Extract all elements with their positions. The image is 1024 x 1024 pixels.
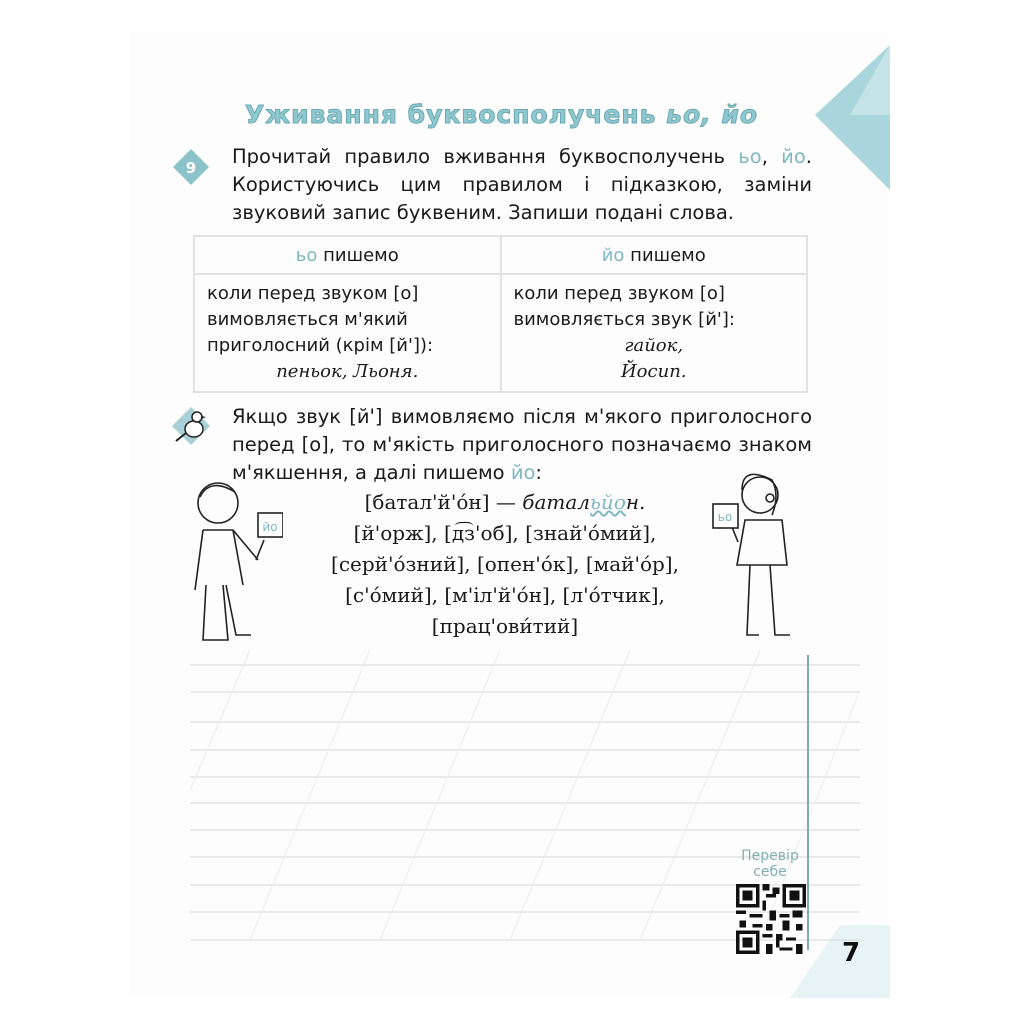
page-title: Уживання буквосполучень ьо, йо <box>245 100 759 129</box>
rules-header-2: йо пишемо <box>501 236 808 274</box>
word-line: [й'орж], [д͡з'об], [знай'о́мий], <box>353 521 657 545</box>
boy-illustration <box>188 475 283 645</box>
girl-illustration <box>710 470 810 650</box>
qr-code[interactable] <box>736 884 806 954</box>
example-line: [батал'й'о́н] — батальйон. <box>364 490 646 514</box>
rule-soft-sign: коли перед звуком [о] вимовляється м'який приголосний (крім [й']): пеньок, Льоня. <box>194 274 501 392</box>
rules-header-1: ьо пишемо <box>194 236 501 274</box>
svg-text:ьо: ьо <box>717 510 733 524</box>
task-number-badge <box>172 148 210 186</box>
bird-hint-icon <box>170 405 212 447</box>
rule-yi: коли перед звуком [о] вимовляється звук [й']: гайок, Йосип. <box>501 274 808 392</box>
task-instructions: Прочитай правило вживання буквосполучень ьо, йо. Користуючись цим правилом і підказкою, заміни звуковий запис буквеним. Запиши подані слова. <box>232 145 812 224</box>
word-line: [прац'ови́тий] <box>431 614 579 638</box>
self-check-label: Перевір себе <box>741 848 799 880</box>
svg-text:йо: йо <box>262 520 278 534</box>
svg-text:9: 9 <box>185 159 197 177</box>
hint-text: Якщо звук [й'] вимовляємо після м'якого приголосного перед [о], то м'якість приголосного позначаємо знаком м'якшення, а далі пишемо йо: <box>232 405 812 484</box>
word-line: [серй'о́зний], [опен'о́к], [май'о́р], <box>331 552 679 576</box>
page-number: 7 <box>842 938 861 968</box>
word-line: [с'о́мий], [м'іл'й'о́н], [л'о́тчик], <box>345 583 665 607</box>
word-list <box>260 487 750 642</box>
rules-table <box>193 235 808 393</box>
corner-decoration-top <box>810 40 900 200</box>
